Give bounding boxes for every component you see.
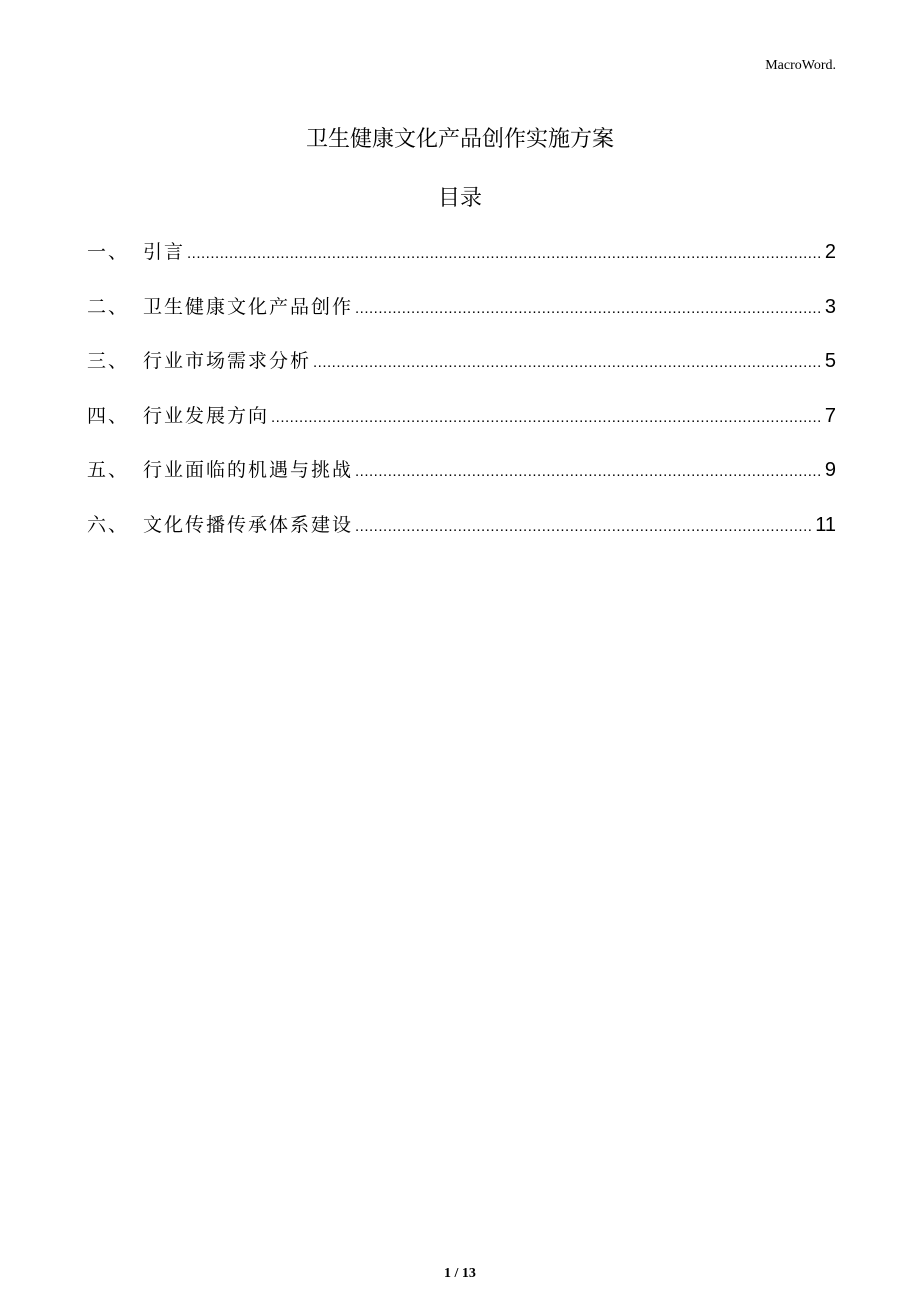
toc-entry[interactable]	[87, 510, 836, 565]
toc-entry[interactable]	[87, 237, 836, 292]
toc-leader	[187, 245, 823, 262]
toc-label: 引言	[143, 241, 186, 263]
toc-page: 11	[815, 513, 836, 536]
toc-number: 五、	[87, 459, 130, 482]
toc-label: 卫生健康文化产品创作	[143, 295, 354, 318]
table-of-contents	[87, 237, 836, 565]
toc-heading: 目录	[437, 186, 482, 211]
document-title: 卫生健康文化产品创作实施方案	[305, 127, 614, 152]
header-brand: MacroWord.	[765, 58, 836, 73]
toc-label: 行业面临的机遇与挑战	[143, 459, 354, 482]
page-indicator: 1 / 13	[444, 1266, 476, 1281]
toc-leader	[355, 300, 823, 317]
toc-label: 行业市场需求分析	[143, 350, 312, 373]
toc-page: 7	[824, 404, 836, 427]
toc-leader	[271, 409, 823, 426]
toc-page: 2	[824, 241, 836, 263]
toc-entry[interactable]	[87, 455, 836, 510]
toc-entry[interactable]	[87, 346, 836, 401]
toc-number: 三、	[87, 350, 130, 373]
toc-number: 一、	[87, 241, 130, 263]
toc-number: 二、	[87, 295, 130, 318]
toc-page: 5	[824, 350, 836, 373]
toc-page: 3	[824, 295, 836, 318]
toc-entry[interactable]	[87, 401, 836, 456]
toc-page: 9	[824, 459, 836, 482]
toc-leader	[355, 463, 823, 480]
toc-number: 四、	[87, 404, 130, 427]
toc-leader	[313, 354, 823, 371]
toc-leader	[355, 518, 813, 535]
toc-label: 文化传播传承体系建设	[143, 513, 354, 536]
toc-entry[interactable]	[87, 292, 836, 347]
toc-number: 六、	[87, 513, 130, 536]
toc-label: 行业发展方向	[143, 404, 270, 427]
